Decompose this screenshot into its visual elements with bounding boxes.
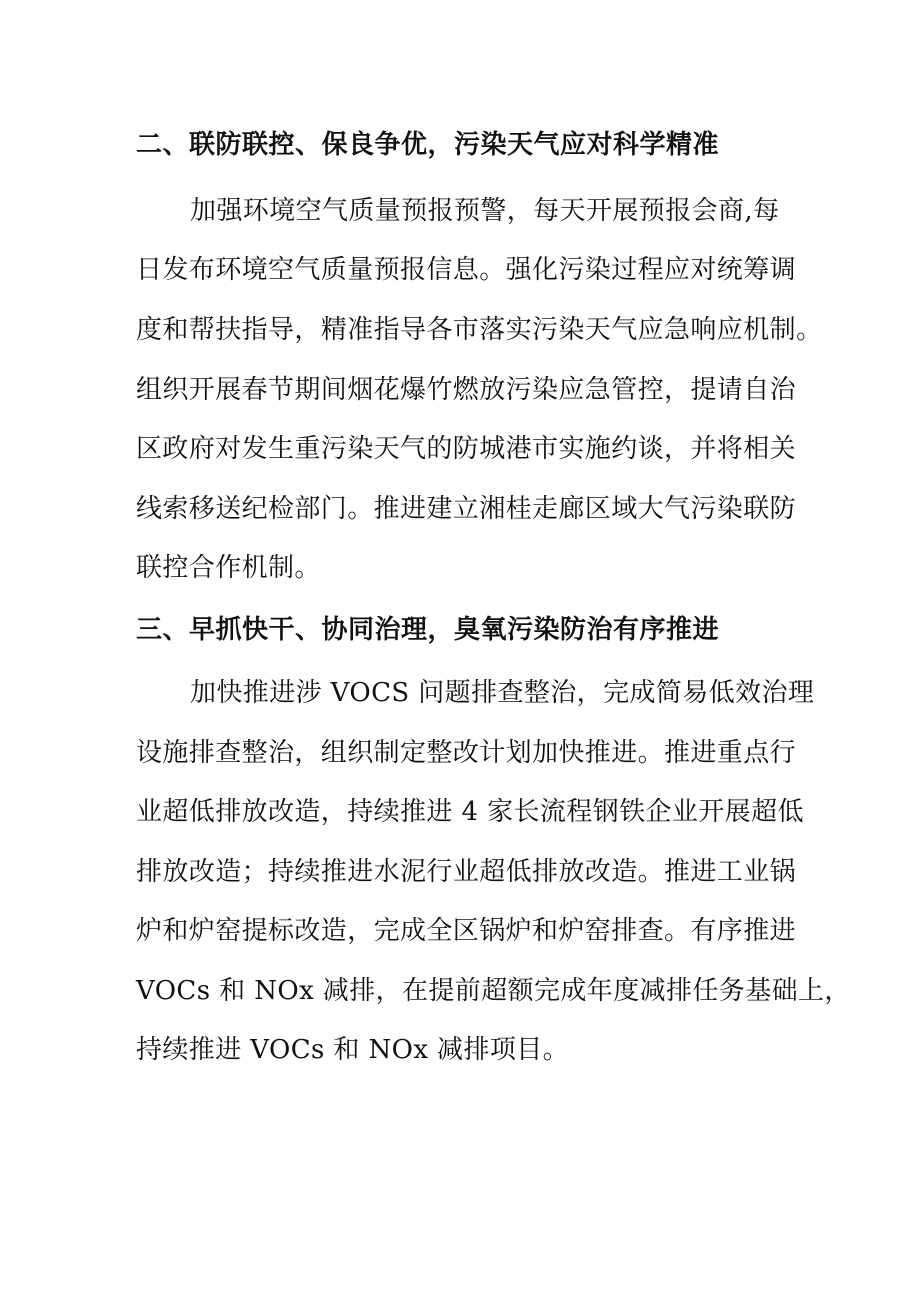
paragraph-line: 区政府对发生重污染天气的防城港市实施约谈，并将相关 <box>136 434 797 464</box>
paragraph-line: 排放改造；持续推进水泥行业超低排放改造。推进工业锅 <box>136 857 797 887</box>
paragraph-line: 线索移送纪检部门。推进建立湘桂走廊区域大气污染联防 <box>136 494 797 524</box>
paragraph-line: 日发布环境空气质量预报信息。强化污染过程应对统筹调 <box>136 255 797 285</box>
paragraph-line: 加强环境空气质量预报预警，每天开展预报会商,每 <box>190 196 780 226</box>
paragraph-line: 持续推进 VOCs 和 NOx 减排项目。 <box>136 1035 570 1065</box>
paragraph-line: 加快推进涉 VOCS 问题排查整治，完成简易低效治理 <box>190 678 815 708</box>
paragraph-line: 业超低排放改造，持续推进 4 家长流程钢铁企业开展超低 <box>136 797 804 827</box>
paragraph-line: 联控合作机制。 <box>136 553 321 583</box>
section-heading-3: 三、早抓快干、协同治理，臭氧污染防治有序推进 <box>136 615 720 645</box>
section-heading-2: 二、联防联控、保良争优，污染天气应对科学精准 <box>136 130 720 160</box>
paragraph-line: 设施排查整治，组织制定整改计划加快推进。推进重点行 <box>136 738 797 768</box>
paragraph-line: 组织开展春节期间烟花爆竹燃放污染应急管控，提请自治 <box>136 375 797 405</box>
paragraph-line: 度和帮扶指导，精准指导各市落实污染天气应急响应机制。 <box>136 315 823 345</box>
paragraph-line: 炉和炉窑提标改造，完成全区锅炉和炉窑排查。有序推进 <box>136 916 797 946</box>
paragraph-line: VOCs 和 NOx 减排，在提前超额完成年度减排任务基础上， <box>136 976 851 1006</box>
